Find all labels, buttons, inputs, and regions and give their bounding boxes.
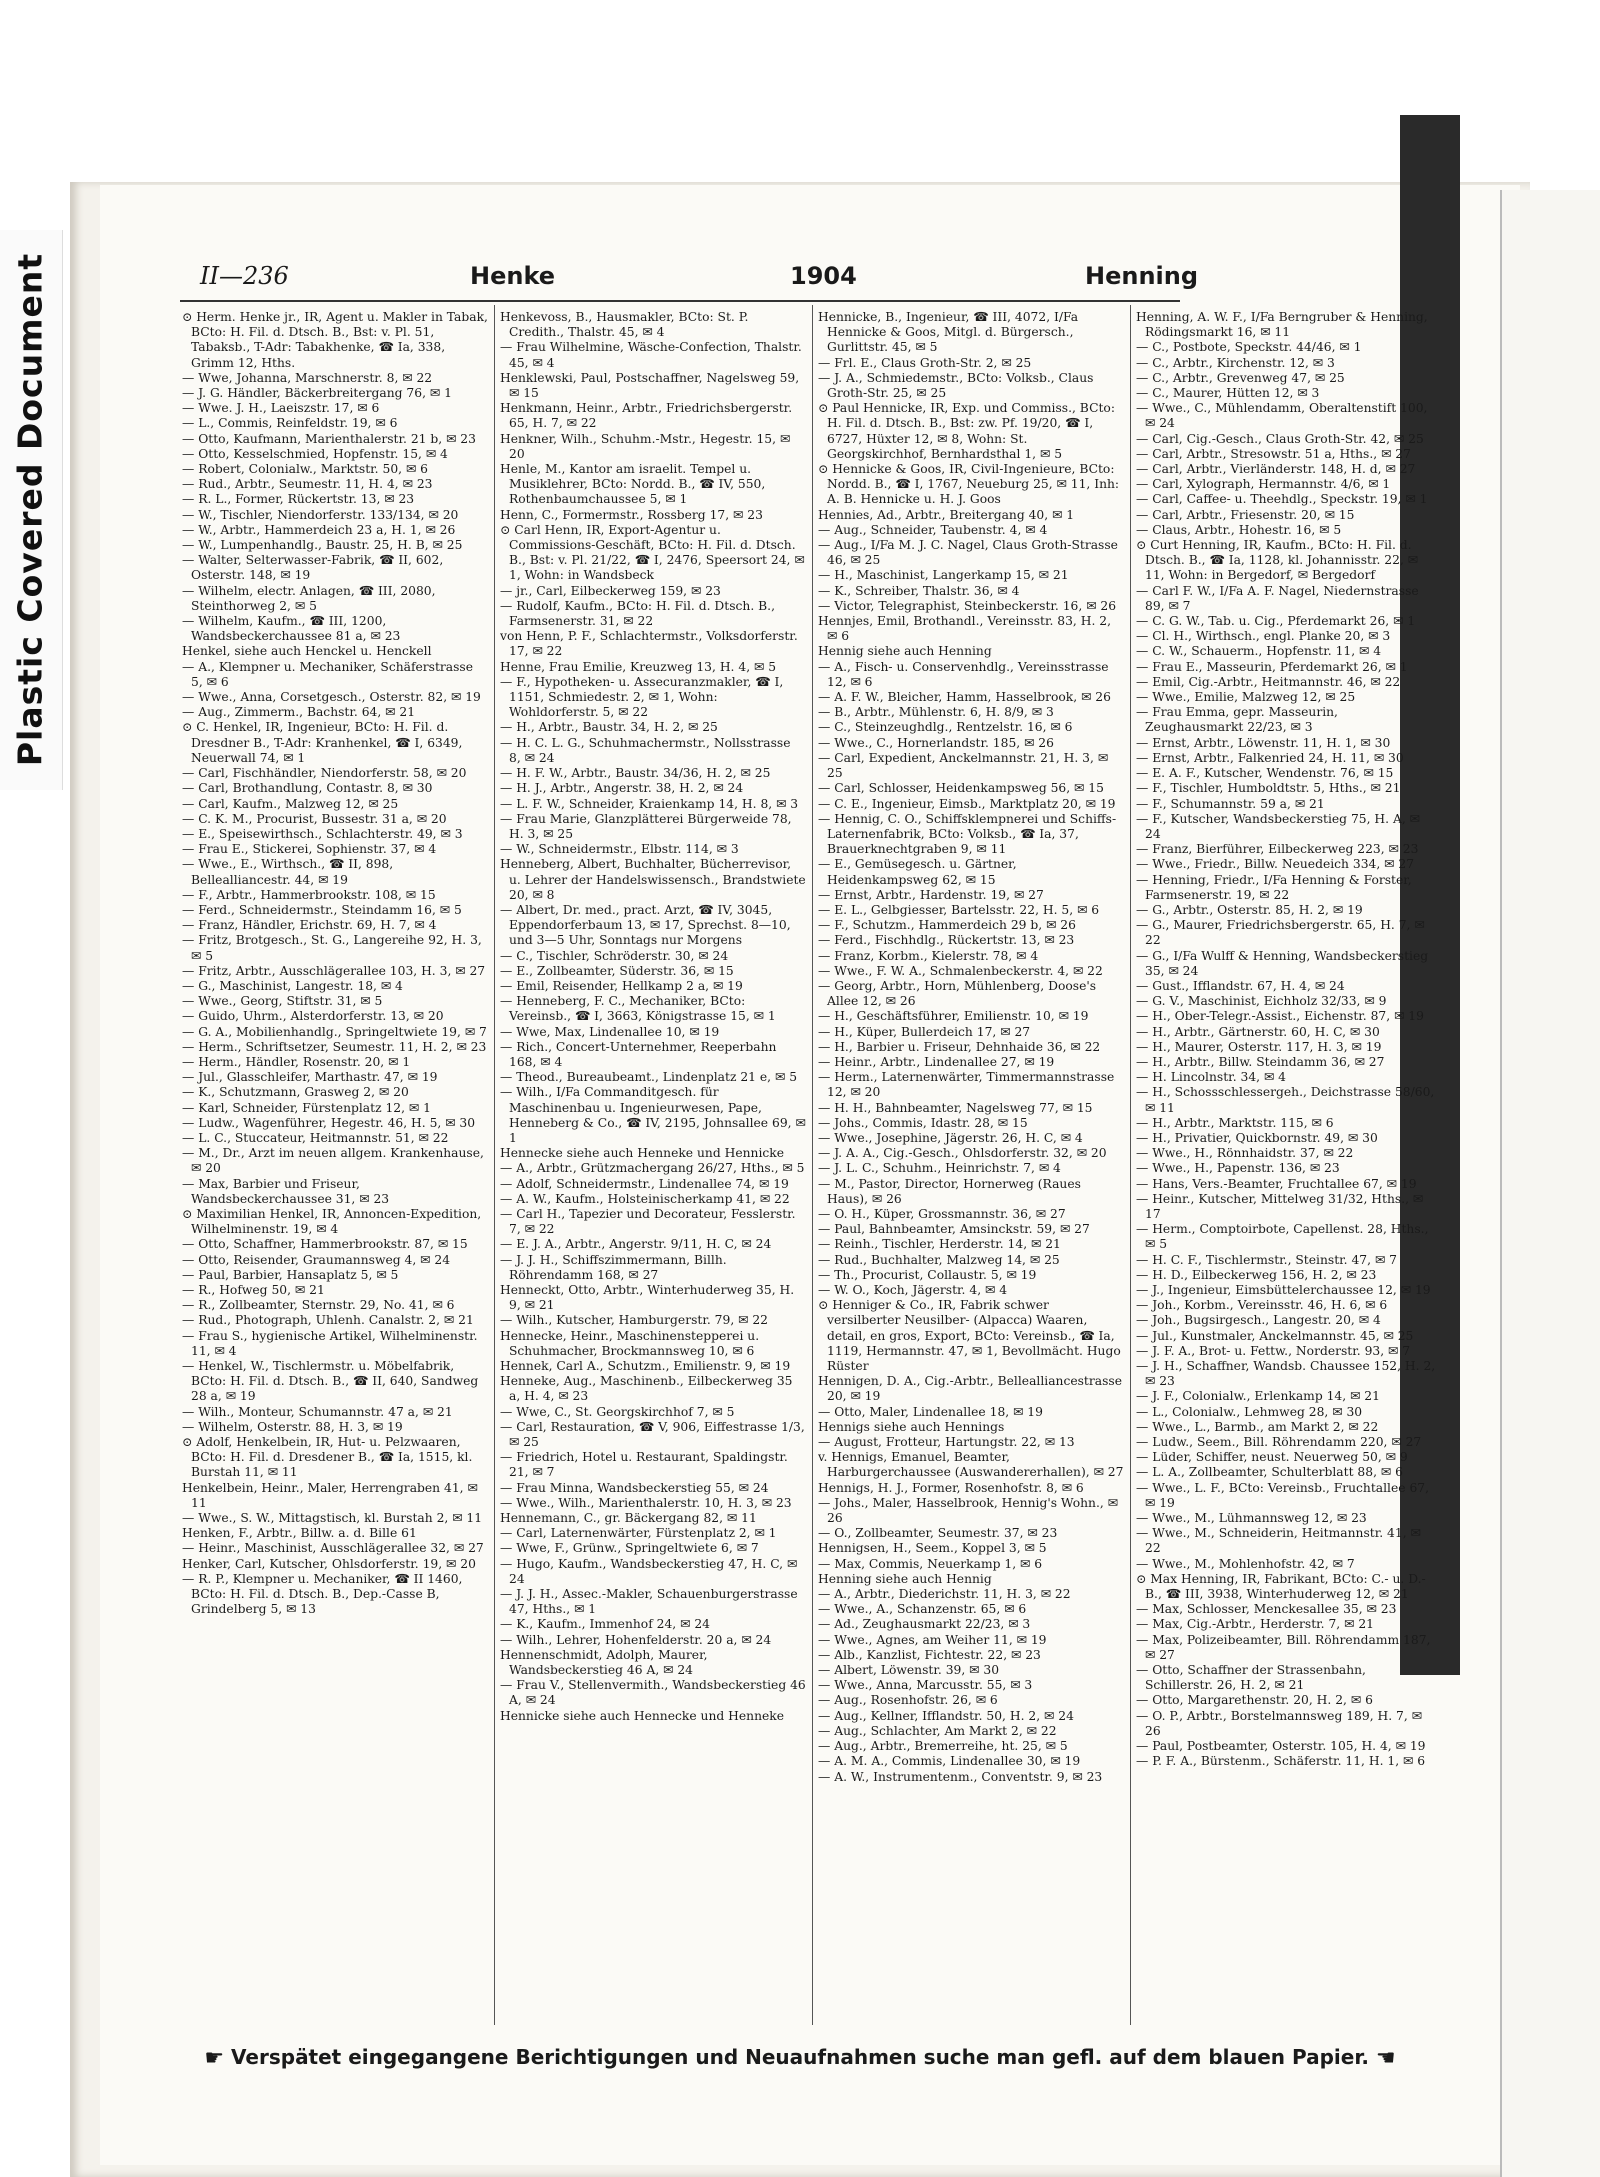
directory-entry: — Otto, Margarethenstr. 20, H. 2, ✉ 6	[1136, 1693, 1373, 1708]
directory-entry: — Joh., Korbm., Vereinsstr. 46, H. 6, ✉ 6	[1136, 1298, 1388, 1313]
directory-entry: — C., Steinzeughdlg., Rentzelstr. 16, ✉ 6	[818, 720, 1073, 735]
directory-entry: — L., Commis, Reinfeldstr. 19, ✉ 6	[182, 416, 398, 431]
directory-entry: — H., Arbtr., Marktstr. 115, ✉ 6	[1136, 1115, 1334, 1130]
directory-entry: — Alb., Kanzlist, Fichtestr. 22, ✉ 23	[818, 1647, 1041, 1662]
pointing-hand-icon: ☚	[1375, 2046, 1396, 2071]
directory-entry: — Paul, Bahnbeamter, Amsinckstr. 59, ✉ 27	[818, 1222, 1090, 1237]
directory-entry: — F., Hypotheken- u. Assecuranzmakler, ☎ I, 1151, Schmiedestr. 2, ✉ 1, Wohn: Wohldorferstr. 5, ✉ 22	[500, 674, 784, 720]
directory-entry: — Victor, Telegraphist, Steinbeckerstr. 16, ✉ 26	[818, 598, 1117, 613]
directory-entry: ⊙ Herm. Henke jr., IR, Agent u. Makler in Tabak, BCto: H. Fil. d. Dtsch. B., Bst: v. Pl. 51, Tabaksb., T-Adr: Tabakhenke, ☎ Ia, 338, Grimm 12, Hths.	[182, 310, 488, 370]
directory-entry: — Carl H., Tapezier und Decorateur, Fesslerstr. 7, ✉ 22	[500, 1206, 796, 1237]
directory-entry: — Rud., Arbtr., Seumestr. 11, H. 4, ✉ 23	[182, 477, 433, 492]
directory-entry: — Max, Commis, Neuerkamp 1, ✉ 6	[818, 1556, 1043, 1571]
directory-entry: — Wwe., Georg, Stiftstr. 31, ✉ 5	[182, 994, 383, 1009]
directory-entry: — H., Arbtr., Billw. Steindamm 36, ✉ 27	[1136, 1054, 1385, 1069]
directory-entry: — G. A., Mobilienhandlg., Springeltwiete 19, ✉ 7	[182, 1024, 487, 1039]
directory-entry: — A. F. W., Bleicher, Hamm, Hasselbrook, ✉ 26	[818, 690, 1111, 705]
directory-entry: — Georg, Arbtr., Horn, Mühlenberg, Doose's Allee 12, ✉ 26	[818, 978, 1097, 1009]
side-label-tab	[0, 230, 63, 790]
directory-entry: — Heinr., Kutscher, Mittelweg 31/32, Hths., ✉ 17	[1136, 1191, 1424, 1221]
directory-entry: — Friedrich, Hotel u. Restaurant, Spaldingstr. 21, ✉ 7	[500, 1450, 788, 1480]
directory-entry: — Jul., Glasschleifer, Marthastr. 47, ✉ 19	[182, 1070, 438, 1085]
directory-entry: — Max, Polizeibeamter, Bill. Röhrendamm 187, ✉ 27	[1136, 1632, 1431, 1662]
directory-entry: Hennig siehe auch Henning	[818, 644, 992, 659]
directory-entry: Hennigsen, H., Seem., Koppel 3, ✉ 5	[818, 1541, 1047, 1556]
directory-entry: — H., Maschinist, Langerkamp 15, ✉ 21	[818, 568, 1069, 583]
directory-entry: — Ernst, Arbtr., Löwenstr. 11, H. 1, ✉ 30	[1136, 735, 1391, 750]
directory-entry: Hennicke, B., Ingenieur, ☎ III, 4072, I/Fa Hennicke & Goos, Mitgl. d. Bürgersch., Gurlittstr. 45, ✉ 5	[818, 310, 1079, 355]
directory-entry: — Hugo, Kaufm., Wandsbeckerstieg 47, H. C, ✉ 24	[500, 1556, 798, 1586]
directory-entry: — Johs., Maler, Hasselbrook, Hennig's Wohn., ✉ 26	[818, 1495, 1119, 1526]
directory-entry: — Frl. E., Claus Groth-Str. 2, ✉ 25	[818, 355, 1032, 370]
directory-entry: — Wwe., L. F., BCto: Vereinsb., Fruchtallee 67, ✉ 19	[1136, 1480, 1430, 1510]
directory-entry: Hennecke siehe auch Henneke und Hennicke	[500, 1146, 784, 1161]
directory-entry: Henneckt, Otto, Arbtr., Winterhuderweg 35, H. 9, ✉ 21	[500, 1283, 795, 1313]
directory-entry: — Aug., Schneider, Taubenstr. 4, ✉ 4	[818, 522, 1048, 537]
directory-entry: — Carl, Caffee- u. Theehdlg., Speckstr. 19, ✉ 1	[1136, 492, 1428, 507]
directory-entry: — Henneberg, F. C., Mechaniker, BCto: Vereinsb., ☎ I, 3663, Königstrasse 15, ✉ 1	[500, 994, 776, 1024]
directory-entry: — E., Gemüsegesch. u. Gärtner, Heidenkampsweg 62, ✉ 15	[818, 857, 1017, 887]
directory-entry: — Th., Procurist, Collaustr. 5, ✉ 19	[818, 1267, 1037, 1282]
directory-entry: — Guido, Uhrm., Alsterdorferstr. 13, ✉ 20	[182, 1009, 444, 1024]
directory-entry: — Rud., Buchhalter, Malzweg 14, ✉ 25	[818, 1252, 1060, 1267]
pointing-hand-icon: ☛	[204, 2046, 225, 2071]
directory-entry: Hennek, Carl A., Schutzm., Emilienstr. 9, ✉ 19	[500, 1359, 791, 1374]
directory-entry: — K., Kaufm., Immenhof 24, ✉ 24	[500, 1617, 710, 1632]
directory-entry: — Frau Emma, gepr. Masseurin, Zeughausmarkt 22/23, ✉ 3	[1136, 705, 1338, 735]
directory-entry: Henneberg, Albert, Buchhalter, Bücherrevisor, u. Lehrer der Handelswissensch., Brandstwiete 20, ✉ 8	[500, 857, 806, 902]
directory-entry: — A., Klempner u. Mechaniker, Schäferstrasse 5, ✉ 6	[182, 659, 474, 689]
directory-entry: v. Hennigs, Emanuel, Beamter, Harburgerchaussee (Auswandererhallen), ✉ 27	[818, 1450, 1124, 1480]
directory-entry: — J. J. H., Assec.-Makler, Schauenburgerstrasse 47, Hths., ✉ 1	[500, 1587, 798, 1617]
directory-entry: — Carl, Brothandlung, Contastr. 8, ✉ 30	[182, 781, 433, 796]
directory-entry: — R. L., Former, Rückertstr. 13, ✉ 23	[182, 492, 415, 507]
directory-column-4	[1136, 310, 1436, 2025]
directory-entry: — Paul, Postbeamter, Osterstr. 105, H. 4, ✉ 19	[1136, 1739, 1426, 1754]
directory-entry: — Wwe., M., Schneiderin, Heitmannstr. 41, ✉ 22	[1136, 1526, 1421, 1556]
directory-entry: Henker, Carl, Kutscher, Ohlsdorferstr. 19, ✉ 20	[182, 1556, 476, 1571]
directory-entry: — Carl, Expedient, Anckelmannstr. 21, H. 3, ✉ 25	[818, 750, 1109, 781]
directory-entry: Henne, Frau Emilie, Kreuzweg 13, H. 4, ✉ 5	[500, 659, 777, 674]
directory-entry: — H. C. F., Tischlermstr., Steinstr. 47, ✉ 7	[1136, 1252, 1397, 1267]
directory-entry: Henkel, siehe auch Henckel u. Henckell	[182, 644, 432, 659]
directory-entry: — A., Fisch- u. Conservenhdlg., Vereinsstrasse 12, ✉ 6	[818, 659, 1109, 689]
directory-entry: — Fritz, Brotgesch., St. G., Langereihe 92, H. 3, ✉ 5	[182, 933, 482, 963]
directory-entry: Henning siehe auch Hennig	[818, 1571, 992, 1586]
directory-entry: — Wwe., Wilh., Marienthalerstr. 10, H. 3, ✉ 23	[500, 1495, 792, 1510]
directory-entry: — Carl, Restauration, ☎ V, 906, Eiffestrasse 1/3, ✉ 25	[500, 1419, 805, 1450]
directory-entry: — Wilh., I/Fa Commanditgesch. für Maschinenbau u. Ingenieurwesen, Pape, Henneberg & Co., ☎ IV, 2195, Johnsallee 69, ✉ 1	[500, 1085, 806, 1145]
directory-entry: Hennecke, Heinr., Maschinenstepperei u. Schuhmacher, Brockmannsweg 10, ✉ 6	[500, 1328, 760, 1358]
directory-entry: — Wwe, Johanna, Marschnerstr. 8, ✉ 22	[182, 370, 433, 385]
directory-entry: — Frau S., hygienische Artikel, Wilhelminenstr. 11, ✉ 4	[182, 1328, 478, 1358]
directory-entry: — L. A., Zollbeamter, Schulterblatt 88, ✉ 6	[1136, 1465, 1403, 1480]
page-header	[180, 262, 1199, 296]
directory-entry: — J. L. C., Schuhm., Heinrichstr. 7, ✉ 4	[818, 1161, 1061, 1176]
directory-entry: — Henning, Friedr., I/Fa Henning & Forster, Farmsenerstr. 19, ✉ 22	[1136, 872, 1412, 902]
directory-entry: Henneke, Aug., Maschinenb., Eilbeckerweg 35 a, H. 4, ✉ 23	[500, 1374, 793, 1404]
directory-entry: — Otto, Reisender, Graumannsweg 4, ✉ 24	[182, 1252, 451, 1267]
directory-entry: — Rich., Concert-Unternehmer, Reeperbahn 168, ✉ 4	[500, 1039, 777, 1069]
directory-entry: — Otto, Maler, Lindenallee 18, ✉ 19	[818, 1404, 1043, 1419]
directory-entry: — Herm., Comptoirbote, Capellenst. 28, Hths., ✉ 5	[1136, 1222, 1429, 1252]
header-right-word: Henning	[1085, 262, 1199, 290]
directory-entry: — G., Maschinist, Langestr. 18, ✉ 4	[182, 978, 403, 993]
directory-entry: Hennigs siehe auch Hennings	[818, 1419, 1005, 1434]
directory-entry: Hennies, Ad., Arbtr., Breitergang 40, ✉ 1	[818, 507, 1075, 522]
directory-entry: — Carl F. W., I/Fa A. F. Nagel, Niedernstrasse 89, ✉ 7	[1136, 583, 1419, 613]
directory-entry: Hennicke siehe auch Hennecke und Henneke	[500, 1708, 784, 1723]
directory-entry: — Wwe., M., Mohlenhofstr. 42, ✉ 7	[1136, 1556, 1355, 1571]
directory-entry: Henle, M., Kantor am israelit. Tempel u. Musiklehrer, BCto: Nordd. B., ☎ IV, 550, Rothenbaumchaussee 5, ✉ 1	[500, 462, 766, 507]
directory-entry: — J. J. H., Schiffszimmermann, Billh. Röhrendamm 168, ✉ 27	[500, 1252, 727, 1282]
directory-entry: — J. A., Schmiedemstr., BCto: Volksb., Claus Groth-Str. 25, ✉ 25	[818, 370, 1094, 401]
directory-entry: — Wilh., Kutscher, Hamburgerstr. 79, ✉ 22	[500, 1313, 768, 1328]
footer-text: Verspätet eingegangene Berichtigungen und Neuaufnahmen suche man gefl. auf dem blauen Papier.	[231, 2045, 1369, 2069]
directory-entry: Henklewski, Paul, Postschaffner, Nagelsweg 59, ✉ 15	[500, 370, 800, 401]
directory-entry: — Wilhelm, electr. Anlagen, ☎ III, 2080, Steinthorweg 2, ✉ 5	[182, 583, 436, 613]
directory-entry: — Wwe., F. W. A., Schmalenbeckerstr. 4, ✉ 22	[818, 963, 1103, 978]
directory-entry: ⊙ Paul Hennicke, IR, Exp. und Commiss., BCto: H. Fil. d. Dtsch. B., Bst: zw. Pf. 19/20, ☎ I, 6727, Hüxter 12, ✉ 8, Wohn: St. Georgskirchhof, Bernhardsthal 1, ✉ 5	[818, 401, 1115, 461]
directory-entry: — O., Zollbeamter, Seumestr. 37, ✉ 23	[818, 1526, 1058, 1541]
directory-entry: — B., Arbtr., Mühlenstr. 6, H. 8/9, ✉ 3	[818, 705, 1054, 720]
directory-entry: — Wilh., Lehrer, Hohenfelderstr. 20 a, ✉ 24	[500, 1632, 772, 1647]
directory-entry: — E., Zollbeamter, Süderstr. 36, ✉ 15	[500, 963, 734, 978]
directory-entry: — G., I/Fa Wulff & Henning, Wandsbeckerstieg 35, ✉ 24	[1136, 948, 1429, 978]
column-divider	[812, 305, 813, 2025]
directory-entry: — Max, Schlosser, Menckesallee 35, ✉ 23	[1136, 1602, 1397, 1617]
directory-entry: — Wwe., Josephine, Jägerstr. 26, H. C, ✉ 4	[818, 1130, 1083, 1145]
directory-entry: — Fritz, Arbtr., Ausschlägerallee 103, H. 3, ✉ 27	[182, 963, 486, 978]
directory-column-1	[182, 310, 488, 2025]
directory-entry: — G., Arbtr., Osterstr. 85, H. 2, ✉ 19	[1136, 902, 1363, 917]
directory-entry: — Wwe, F., Grünw., Springeltwiete 6, ✉ 7	[500, 1541, 759, 1556]
page-number: II—236	[200, 262, 289, 290]
directory-entry: — Frau Minna, Wandsbeckerstieg 55, ✉ 24	[500, 1480, 769, 1495]
directory-entry: — Aug., Arbtr., Bremerreihe, ht. 25, ✉ 5	[818, 1739, 1068, 1754]
directory-entry: — M., Dr., Arzt im neuen allgem. Krankenhause, ✉ 20	[182, 1146, 484, 1176]
directory-entry: — H. C. L. G., Schuhmachermstr., Nollsstrasse 8, ✉ 24	[500, 735, 791, 765]
directory-entry: — C., Maurer, Hütten 12, ✉ 3	[1136, 386, 1320, 401]
directory-entry: Henken, F., Arbtr., Billw. a. d. Bille 61	[182, 1526, 417, 1541]
directory-entry: ⊙ Maximilian Henkel, IR, Annoncen-Expedition, Wilhelminenstr. 19, ✉ 4	[182, 1206, 482, 1237]
directory-entry: — Max, Cig.-Arbtr., Herderstr. 7, ✉ 21	[1136, 1617, 1374, 1632]
directory-entry: — Cl. H., Wirthsch., engl. Planke 20, ✉ 3	[1136, 629, 1391, 644]
footer-note	[195, 2045, 1405, 2079]
directory-entry: — Albert, Dr. med., pract. Arzt, ☎ IV, 3045, Eppendorferbaum 13, ✉ 17, Sprechst. 8—10, und 3—5 Uhr, Sonntags nur Morgens	[500, 902, 791, 948]
directory-entry: — A., Arbtr., Grützmachergang 26/27, Hths., ✉ 5	[500, 1161, 805, 1176]
column-divider	[494, 305, 495, 2025]
header-rule	[180, 300, 1180, 302]
directory-entry: — Lüder, Schiffer, neust. Neuerweg 50, ✉ 9	[1136, 1450, 1408, 1465]
directory-entry: — Ferd., Schneidermstr., Steindamm 16, ✉ 5	[182, 902, 462, 917]
directory-entry: Hennemann, C., gr. Bäckergang 82, ✉ 11	[500, 1511, 757, 1526]
directory-entry: — L., Colonialw., Lehmweg 28, ✉ 30	[1136, 1404, 1363, 1419]
directory-entry: — Wwe., Agnes, am Weiher 11, ✉ 19	[818, 1632, 1047, 1647]
directory-entry: Henkner, Wilh., Schuhm.-Mstr., Hegestr. 15, ✉ 20	[500, 431, 791, 461]
directory-entry: — K., Schutzmann, Grasweg 2, ✉ 20	[182, 1085, 409, 1100]
directory-entry: — Rud., Photograph, Uhlenh. Canalstr. 2, ✉ 21	[182, 1313, 474, 1328]
directory-entry: — H. Lincolnstr. 34, ✉ 4	[1136, 1070, 1287, 1085]
directory-entry: — Wilhelm, Osterstr. 88, H. 3, ✉ 19	[182, 1419, 403, 1434]
directory-entry: — Walter, Selterwasser-Fabrik, ☎ II, 602, Osterstr. 148, ✉ 19	[182, 553, 444, 583]
directory-entry: — C., Tischler, Schröderstr. 30, ✉ 24	[500, 948, 729, 963]
directory-entry: — H., Ober-Telegr.-Assist., Eichenstr. 87, ✉ 19	[1136, 1009, 1424, 1024]
directory-entry: — Claus, Arbtr., Hohestr. 16, ✉ 5	[1136, 522, 1342, 537]
directory-entry: — August, Frotteur, Hartungstr. 22, ✉ 13	[818, 1435, 1075, 1450]
directory-entry: — W., Lumpenhandlg., Baustr. 25, H. B, ✉ 25	[182, 538, 463, 553]
directory-entry: — Robert, Colonialw., Marktstr. 50, ✉ 6	[182, 462, 429, 477]
directory-entry: — Emil, Cig.-Arbtr., Heitmannstr. 46, ✉ 22	[1136, 674, 1401, 689]
directory-entry: — Aug., I/Fa M. J. C. Nagel, Claus Groth-Strasse 46, ✉ 25	[818, 538, 1118, 568]
directory-entry: — W. O., Koch, Jägerstr. 4, ✉ 4	[818, 1283, 1008, 1297]
directory-entry: — Adolf, Schneidermstr., Lindenallee 74, ✉ 19	[500, 1176, 789, 1191]
directory-entry: — Wwe., L., Barmb., am Markt 2, ✉ 22	[1136, 1419, 1379, 1434]
directory-entry: — A. W., Kaufm., Holsteinischerkamp 41, ✉ 22	[500, 1191, 790, 1206]
directory-entry: — L. F. W., Schneider, Kraienkamp 14, H. 8, ✉ 3	[500, 796, 799, 811]
directory-entry: — J. G. Händler, Bäckerbreitergang 76, ✉ 1	[182, 386, 452, 401]
directory-entry: — P. F. A., Bürstenm., Schäferstr. 11, H. 1, ✉ 6	[1136, 1754, 1426, 1769]
directory-entry: — J. F. A., Brot- u. Fettw., Norderstr. 93, ✉ 7	[1136, 1343, 1411, 1358]
directory-entry: — Hans, Vers.-Beamter, Fruchtallee 67, ✉ 19	[1136, 1176, 1417, 1191]
directory-entry: — Wwe., H., Rönnhaidstr. 37, ✉ 22	[1136, 1146, 1354, 1161]
directory-entry: — Johs., Commis, Idastr. 28, ✉ 15	[818, 1115, 1028, 1130]
directory-entry: — H., Küper, Bullerdeich 17, ✉ 27	[818, 1024, 1031, 1039]
directory-entry: Hennjes, Emil, Brothandl., Vereinsstr. 83, H. 2, ✉ 6	[818, 614, 1112, 644]
directory-entry: — A. M. A., Commis, Lindenallee 30, ✉ 19	[818, 1754, 1081, 1769]
directory-entry: — Otto, Schaffner, Hammerbrookstr. 87, ✉ 15	[182, 1237, 468, 1252]
directory-entry: — Frau Marie, Glanzplätterei Bürgerweide 78, H. 3, ✉ 25	[500, 811, 792, 841]
directory-entry: — O. H., Küper, Grossmannstr. 36, ✉ 27	[818, 1206, 1066, 1221]
directory-entry: — C., Arbtr., Kirchenstr. 12, ✉ 3	[1136, 355, 1335, 370]
directory-entry: — R. P., Klempner u. Mechaniker, ☎ II 1460, BCto: H. Fil. d. Dtsch. B., Dep.-Casse B, Grindelberg 5, ✉ 13	[182, 1571, 463, 1617]
directory-entry: ⊙ Hennicke & Goos, IR, Civil-Ingenieure, BCto: Nordd. B., ☎ I, 1767, Neueburg 25, ✉ 11, Inh: A. B. Hennicke u. H. J. Goos	[818, 462, 1120, 507]
directory-entry: — F., Kutscher, Wandsbeckerstieg 75, H. A, ✉ 24	[1136, 811, 1420, 841]
directory-entry: — J. A. A., Cig.-Gesch., Ohlsdorferstr. 32, ✉ 20	[818, 1146, 1107, 1161]
directory-entry: — C. W., Schauerm., Hopfenstr. 11, ✉ 4	[1136, 644, 1382, 659]
directory-entry: — Franz, Bierführer, Eilbeckerweg 223, ✉ 23	[1136, 842, 1419, 857]
directory-entry: — F., Arbtr., Hammerbrookstr. 108, ✉ 15	[182, 887, 436, 902]
directory-entry: Henkelbein, Heinr., Maler, Herrengraben 41, ✉ 11	[182, 1480, 478, 1510]
directory-entry: — Wwe., A., Schanzenstr. 65, ✉ 6	[818, 1602, 1027, 1617]
directory-entry: — Paul, Barbier, Hansaplatz 5, ✉ 5	[182, 1267, 399, 1282]
directory-entry: — H., Barbier u. Friseur, Dehnhaide 36, ✉ 22	[818, 1039, 1101, 1054]
directory-entry: — C. K. M., Procurist, Bussestr. 31 a, ✉ 20	[182, 811, 447, 826]
directory-entry: — G. V., Maschinist, Eichholz 32/33, ✉ 9	[1136, 994, 1387, 1009]
directory-entry: Hennenschmidt, Adolph, Maurer, Wandsbeckerstieg 46 A, ✉ 24	[500, 1647, 708, 1678]
directory-column-3	[818, 310, 1124, 2025]
directory-entry: — Franz, Korbm., Kielerstr. 78, ✉ 4	[818, 948, 1039, 963]
directory-entry: — E. L., Gelbgiesser, Bartelsstr. 22, H. 5, ✉ 6	[818, 902, 1100, 917]
directory-entry: — Emil, Reisender, Hellkamp 2 a, ✉ 19	[500, 978, 743, 993]
directory-entry: — Wilh., Monteur, Schumannstr. 47 a, ✉ 21	[182, 1404, 453, 1419]
directory-entry: — Wwe., C., Mühlendamm, Oberaltenstift 100, ✉ 24	[1136, 401, 1428, 431]
directory-entry: — O. P., Arbtr., Borstelmannsweg 189, H. 7, ✉ 26	[1136, 1708, 1422, 1738]
directory-entry: — Herm., Schriftsetzer, Seumestr. 11, H. 2, ✉ 23	[182, 1039, 487, 1054]
header-left-word: Henke	[470, 262, 556, 290]
directory-entry: — Frau E., Masseurin, Pferdemarkt 26, ✉ 1	[1136, 659, 1408, 674]
directory-entry: ⊙ Max Henning, IR, Fabrikant, BCto: C.- u. D.-B., ☎ III, 3938, Winterhuderweg 12, ✉ 21	[1136, 1571, 1426, 1602]
directory-entry: — H. J., Arbtr., Angerstr. 38, H. 2, ✉ 24	[500, 781, 744, 796]
directory-entry: — Herm., Laternenwärter, Timmermannstrasse 12, ✉ 20	[818, 1070, 1115, 1100]
directory-entry: — Carl, Cig.-Gesch., Claus Groth-Str. 42, ✉ 25	[1136, 431, 1424, 446]
header-year: 1904	[790, 262, 857, 290]
directory-entry: — Frau E., Stickerei, Sophienstr. 37, ✉ 4	[182, 842, 437, 857]
directory-entry: — Karl, Schneider, Fürstenplatz 12, ✉ 1	[182, 1100, 431, 1115]
directory-entry: — Wwe., M., Lühmannsweg 12, ✉ 23	[1136, 1511, 1367, 1526]
directory-entry: — E. J. A., Arbtr., Angerstr. 9/11, H. C, ✉ 24	[500, 1237, 772, 1252]
directory-entry: — Carl, Kaufm., Malzweg 12, ✉ 25	[182, 796, 399, 811]
directory-entry: ⊙ Curt Henning, IR, Kaufm., BCto: H. Fil. d. Dtsch. B., ☎ Ia, 1128, kl. Johannisstr. 22, ✉ 11, Wohn: in Bergedorf, ✉ Bergedorf	[1136, 538, 1419, 583]
directory-entry: — Otto, Kesselschmied, Hopfenstr. 15, ✉ 4	[182, 446, 448, 461]
directory-entry: Henning, A. W. F., I/Fa Berngruber & Henning, Rödingsmarkt 16, ✉ 11	[1136, 310, 1428, 340]
directory-entry: — A. W., Instrumentenm., Conventstr. 9, ✉ 23	[818, 1769, 1103, 1784]
directory-entry: — C., Arbtr., Grevenweg 47, ✉ 25	[1136, 370, 1345, 385]
directory-entry: — H., Privatier, Quickbornstr. 49, ✉ 30	[1136, 1130, 1378, 1145]
directory-entry: — Aug., Rosenhofstr. 26, ✉ 6	[818, 1693, 998, 1708]
directory-entry: ⊙ Henniger & Co., IR, Fabrik schwer versilberter Neusilber- (Alpacca) Waaren, detail, en gros, Export, BCto: Vereinsb., ☎ Ia, 1119, Hermannstr. 47, ✉ 1, Bevollmächt. Hugo Rüster	[818, 1298, 1121, 1374]
directory-entry: — H. D., Eilbeckerweg 156, H. 2, ✉ 23	[1136, 1267, 1377, 1282]
directory-entry: — Ernst, Arbtr., Falkenried 24, H. 11, ✉ 30	[1136, 750, 1404, 765]
directory-entry: — Henkel, W., Tischlermstr. u. Möbelfabrik, BCto: H. Fil. d. Dtsch. B., ☎ II, 640, Sandweg 28 a, ✉ 19	[182, 1359, 479, 1404]
directory-entry: — E., Speisewirthsch., Schlachterstr. 49, ✉ 3	[182, 826, 463, 841]
side-label-text: Plastic Covered Document	[10, 252, 50, 767]
column-divider	[1130, 305, 1131, 2025]
directory-entry: — Hennig, C. O., Schiffsklempnerei und Schiffs-Laternenfabrik, BCto: Volksb., ☎ Ia, 37, Brauerknechtgraben 9, ✉ 11	[818, 811, 1117, 857]
directory-entry: — Carl, Arbtr., Friesenstr. 20, ✉ 15	[1136, 507, 1355, 522]
directory-entry: — G., Maurer, Friedrichsbergerstr. 65, H. 7, ✉ 22	[1136, 918, 1425, 948]
directory-entry: — K., Schreiber, Thalstr. 36, ✉ 4	[818, 583, 1020, 598]
directory-entry: — J. F., Colonialw., Erlenkamp 14, ✉ 21	[1136, 1389, 1380, 1404]
directory-entry: — Jul., Kunstmaler, Anckelmannstr. 45, ✉ 25	[1136, 1328, 1414, 1343]
directory-entry: — Heinr., Maschinist, Ausschlägerallee 32, ✉ 27	[182, 1541, 484, 1556]
directory-entry: — C., Postbote, Speckstr. 44/46, ✉ 1	[1136, 340, 1362, 355]
directory-entry: — Albert, Löwenstr. 39, ✉ 30	[818, 1663, 1000, 1678]
directory-entry: — H. H., Bahnbeamter, Nagelsweg 77, ✉ 15	[818, 1100, 1093, 1115]
directory-entry: — J. H., Schaffner, Wandsb. Chaussee 152, H. 2, ✉ 23	[1136, 1359, 1436, 1389]
directory-entry: — Wwe., H., Papenstr. 136, ✉ 23	[1136, 1161, 1340, 1176]
directory-entry: — R., Hofweg 50, ✉ 21	[182, 1283, 325, 1297]
next-page-edge	[1500, 190, 1600, 2177]
directory-entry: — L. C., Stuccateur, Heitmannstr. 51, ✉ 22	[182, 1130, 449, 1145]
directory-entry: — Wwe., Anna, Corsetgesch., Osterstr. 82, ✉ 19	[182, 690, 481, 705]
directory-entry: — Max, Barbier und Friseur, Wandsbeckerchaussee 31, ✉ 23	[182, 1176, 390, 1206]
directory-entry: — Rudolf, Kaufm., BCto: H. Fil. d. Dtsch. B., Farmsenerstr. 31, ✉ 22	[500, 598, 776, 629]
directory-entry: — Wwe., Friedr., Billw. Neuedeich 334, ✉ 27	[1136, 857, 1415, 872]
directory-entry: — H., Schossschlessergeh., Deichstrasse 58/60, ✉ 11	[1136, 1085, 1435, 1115]
directory-entry: — F., Schumannstr. 59 a, ✉ 21	[1136, 796, 1325, 811]
directory-entry: — Aug., Kellner, Ifflandstr. 50, H. 2, ✉ 24	[818, 1708, 1074, 1723]
directory-entry: — H., Arbtr., Gärtnerstr. 60, H. C, ✉ 30	[1136, 1024, 1380, 1039]
directory-entry: — Carl, Arbtr., Stresowstr. 51 a, Hths., ✉ 27	[1136, 446, 1411, 461]
directory-entry: — Carl, Xylograph, Hermannstr. 4/6, ✉ 1	[1136, 477, 1391, 492]
directory-entry: — Aug., Zimmerm., Bachstr. 64, ✉ 21	[182, 705, 416, 720]
directory-entry: — Heinr., Arbtr., Lindenallee 27, ✉ 19	[818, 1054, 1055, 1069]
directory-entry: ⊙ Carl Henn, IR, Export-Agentur u. Commissions-Geschäft, BCto: H. Fil. d. Dtsch. B., Bst: v. Pl. 21/22, ☎ I, 2476, Speersort 24, ✉ 1, Wohn: in Wandsbeck	[500, 522, 805, 583]
directory-entry: — Wwe., Emilie, Malzweg 12, ✉ 25	[1136, 690, 1356, 705]
directory-entry: — J., Ingenieur, Eimsbüttelerchaussee 12, ✉ 19	[1136, 1283, 1431, 1297]
directory-entry: — Otto, Kaufmann, Marienthalerstr. 21 b, ✉ 23	[182, 431, 476, 446]
directory-entry: — Wilhelm, Kaufm., ☎ III, 1200, Wandsbeckerchaussee 81 a, ✉ 23	[182, 614, 401, 644]
directory-entry: Henkevoss, B., Hausmakler, BCto: St. P. Credith., Thalstr. 45, ✉ 4	[500, 310, 749, 340]
directory-entry: — W., Arbtr., Hammerdeich 23 a, H. 1, ✉ 26	[182, 522, 456, 537]
directory-entry: — C. G. W., Tab. u. Cig., Pferdemarkt 26, ✉ 1	[1136, 614, 1416, 629]
directory-entry: Henn, C., Formermstr., Rossberg 17, ✉ 23	[500, 507, 763, 522]
directory-entry: — Wwe., S. W., Mittagstisch, kl. Burstah 2, ✉ 11	[182, 1511, 483, 1526]
directory-entry: — H., Geschäftsführer, Emilienstr. 10, ✉ 19	[818, 1009, 1089, 1024]
directory-entry: — Joh., Bugsirgesch., Langestr. 20, ✉ 4	[1136, 1313, 1381, 1328]
directory-entry: — Ludw., Seem., Bill. Röhrendamm 220, ✉ 27	[1136, 1435, 1422, 1450]
directory-entry: — Wwe., E., Wirthsch., ☎ II, 898, Bellealliancestr. 44, ✉ 19	[182, 857, 394, 887]
directory-entry: — Carl, Fischhändler, Niendorferstr. 58, ✉ 20	[182, 766, 467, 781]
directory-entry: von Henn, P. F., Schlachtermstr., Volksdorferstr. 17, ✉ 22	[500, 629, 798, 659]
directory-entry: — Otto, Schaffner der Strassenbahn, Schillerstr. 26, H. 2, ✉ 21	[1136, 1663, 1366, 1693]
directory-entry: — Wwe, Max, Lindenallee 10, ✉ 19	[500, 1024, 720, 1039]
directory-entry: — F., Schutzm., Hammerdeich 29 b, ✉ 26	[818, 918, 1076, 933]
directory-entry: — Carl, Arbtr., Vierländerstr. 148, H. d, ✉ 27	[1136, 462, 1416, 477]
directory-entry: — Reinh., Tischler, Herderstr. 14, ✉ 21	[818, 1237, 1061, 1252]
directory-entry: — Gust., Ifflandstr. 67, H. 4, ✉ 24	[1136, 978, 1345, 993]
directory-entry: — H., Arbtr., Baustr. 34, H. 2, ✉ 25	[500, 720, 718, 735]
directory-entry: — Ludw., Wagenführer, Hegestr. 46, H. 5, ✉ 30	[182, 1115, 476, 1130]
directory-entry: — C. E., Ingenieur, Eimsb., Marktplatz 20, ✉ 19	[818, 796, 1116, 811]
directory-entry: — Aug., Schlachter, Am Markt 2, ✉ 22	[818, 1723, 1057, 1738]
directory-entry: — Frau V., Stellenvermith., Wandsbeckerstieg 46 A, ✉ 24	[500, 1678, 806, 1708]
directory-entry: — Wwe., Anna, Marcusstr. 55, ✉ 3	[818, 1678, 1033, 1693]
directory-entry: — A., Arbtr., Diederichstr. 11, H. 3, ✉ 22	[818, 1587, 1071, 1602]
directory-entry: — Wwe, C., St. Georgskirchhof 7, ✉ 5	[500, 1404, 735, 1419]
directory-entry: — H. F. W., Arbtr., Baustr. 34/36, H. 2, ✉ 25	[500, 766, 771, 781]
directory-entry: — Carl, Laternenwärter, Fürstenplatz 2, ✉ 1	[500, 1526, 777, 1541]
directory-column-2	[500, 310, 806, 2025]
directory-entry: — jr., Carl, Eilbeckerweg 159, ✉ 23	[500, 583, 721, 598]
directory-entry: — M., Pastor, Director, Hornerweg (Raues Haus), ✉ 26	[818, 1176, 1081, 1206]
directory-entry: — Carl, Schlosser, Heidenkampsweg 56, ✉ 15	[818, 781, 1104, 796]
directory-entry: — H., Maurer, Osterstr. 117, H. 3, ✉ 19	[1136, 1039, 1382, 1054]
directory-entry: — E. A. F., Kutscher, Wendenstr. 76, ✉ 15	[1136, 766, 1394, 781]
directory-entry: — Franz, Händler, Erichstr. 69, H. 7, ✉ 4	[182, 918, 437, 933]
directory-entry: Hennigs, H. J., Former, Rosenhofstr. 8, ✉ 6	[818, 1480, 1084, 1495]
directory-entry: — R., Zollbeamter, Sternstr. 29, No. 41, ✉ 6	[182, 1298, 455, 1313]
directory-entry: — Wwe. J. H., Laeiszstr. 17, ✉ 6	[182, 401, 380, 416]
directory-entry: — W., Schneidermstr., Elbstr. 114, ✉ 3	[500, 842, 739, 857]
directory-entry: — Herm., Händler, Rosenstr. 20, ✉ 1	[182, 1054, 411, 1069]
directory-entry: — Frau Wilhelmine, Wäsche-Confection, Thalstr. 45, ✉ 4	[500, 340, 802, 370]
directory-entry: ⊙ Adolf, Henkelbein, IR, Hut- u. Pelzwaaren, BCto: H. Fil. d. Dresdener B., ☎ Ia, 1515, kl. Burstah 11, ✉ 11	[182, 1435, 473, 1480]
directory-entry: — Ad., Zeughausmarkt 22/23, ✉ 3	[818, 1617, 1031, 1632]
directory-entry: — W., Tischler, Niendorferstr. 133/134, ✉ 20	[182, 507, 459, 522]
directory-entry: Henkmann, Heinr., Arbtr., Friedrichsbergerstr. 65, H. 7, ✉ 22	[500, 401, 793, 431]
directory-entry: Hennigen, D. A., Cig.-Arbtr., Bellealliancestrasse 20, ✉ 19	[818, 1374, 1122, 1404]
directory-entry: — Wwe., C., Hornerlandstr. 185, ✉ 26	[818, 735, 1054, 750]
directory-entry: — Ernst, Arbtr., Hardenstr. 19, ✉ 27	[818, 887, 1044, 902]
directory-entry: — Ferd., Fischhdlg., Rückertstr. 13, ✉ 23	[818, 933, 1075, 948]
directory-entry: ⊙ C. Henkel, IR, Ingenieur, BCto: H. Fil. d. Dresdner B., T-Adr: Kranhenkel, ☎ I, 6349, Neuerwall 74, ✉ 1	[182, 720, 463, 765]
directory-entry: — Theod., Bureaubeamt., Lindenplatz 21 e, ✉ 5	[500, 1070, 798, 1085]
directory-entry: — F., Tischler, Humboldtstr. 5, Hths., ✉ 21	[1136, 781, 1401, 796]
